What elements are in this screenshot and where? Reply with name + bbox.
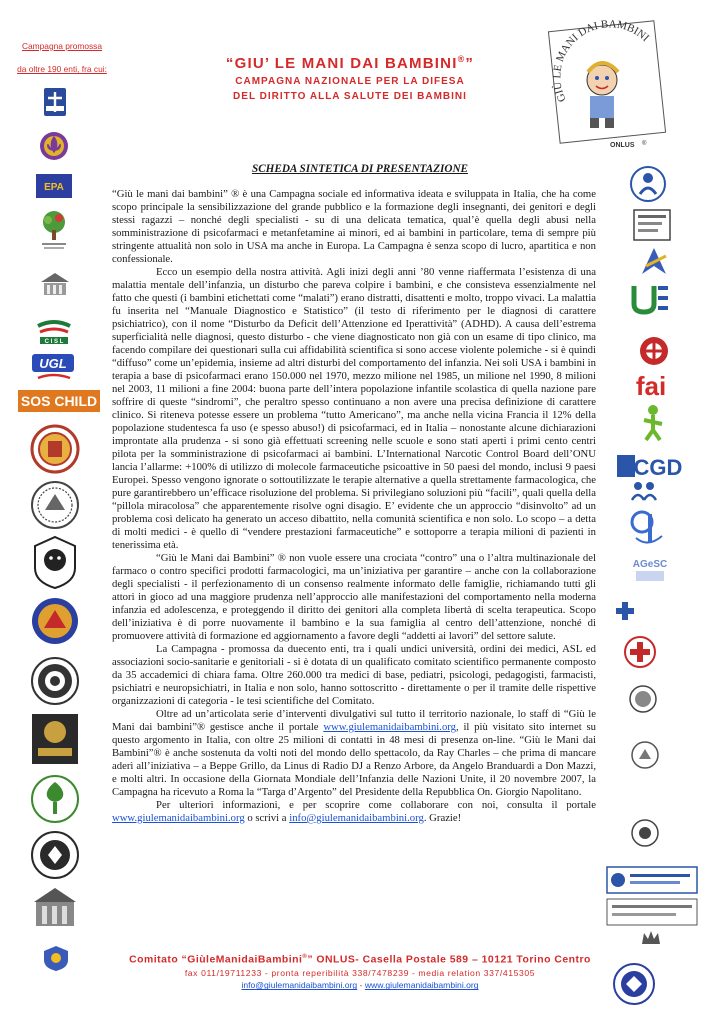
bottom-crest (40, 944, 72, 972)
p6-text-before: Per ulteriori informazioni, e per scoprire come collaborare con noi, consulta il portale (156, 799, 596, 811)
md-logo (628, 508, 668, 552)
taranto-logo (612, 962, 656, 1006)
body-paragraph-2: Ecco un esempio della nostra attività. Agli inizi degli anni ’80 venne riaffermata l’esistenza di una malattia mentale dell’infanzia, un disturbo che pareva colpire i bambini, e che consisteva essenzialmente nel fatto che questi (i bambini etichettati come “malati”) erano distratti, disattenti e molto, troppo vivaci. La malattia fu inserita nel “Manuale Diagnostico e Statistico” (il testo di riferimento per le diagnosi di carattere psichiatrico), con il nome “Disturbo da Deficit dell’Attenzione ed Iperattività” (ADHD). A causa dell’estrema superficialità nelle diagnosi, questo disturbo - che viene diagnosticato non già con un esame di tipo clinico, ma facendo compilare dei questionari sulla cui affidabilità scientifica si sono accese violente polemiche - si è quindi “diffuso” come un’epidemia, insieme ad altri disturbi del comportamento del infanzia. Nei soli USA i bambini in terapia a base di psicofarmaci erano 150.000 nel 1970, mezzo milione nel 1985, un milione nel 1990, 8 milioni nel 2003, 11 milioni a fine 2004: buona parte dell’intera popolazione infantile scolastica di quella nazione pare soffrire di queste “sindromi”, che peraltro spesso continuano a non avere una precisa definizione di carattere clinico. Si riteneva potesse essere un problema “tutto Americano”, ma anche nella vicina Francia il 12% della popolazione studentesca fa uso (e spesso abuso!) di psicofarmaci, ed in Italia – nonostante alcune dichiarazioni improntate alla prudenza - si sono già effettuati screening nelle scuole e sono stati aperti i primi cento centri pilota per la somministrazione di psicofarmaci ai bambini. L’International Narcotic Control Board dell’ONU lancia l’allarme: +100% di utilizzo di molecole farmaceutiche psicoattive in 50 paesi del mondo, inclusi 9 paesi Europei. Spesso vengono ignorate o sottoutilizzate le terapie alternative a quella strettamente farmacologica, che pure garantirebbero un’efficace risoluzione del problema. Si privilegiano soluzioni più “facili”, quali quella della “pillola miracolosa” che apparentemente risolve ogni disagio. E’ evidente che un approccio “disinvolto” ad un problema così delicato ha generato un acceso dibattito, nella comunità scientifica e non solo. Lo scopo – a detta di molti medici - è quello di “vendere prestazioni farmaceutiche” e sottoporre a terapia milioni di pazienti in tenerissima età. (112, 266, 596, 551)
unicam-logo (30, 712, 80, 766)
document-body (112, 188, 596, 825)
p5-text-before: Oltre ad un’articolata serie d’interventi divulgativi sul tutto il territorio nazionale, lo staff di “Giù le Mani dai bambini”® gestisce anche il portale (112, 708, 596, 733)
ue-logo (628, 282, 672, 322)
footer-address (110, 954, 610, 965)
stamp-logo (632, 208, 672, 242)
building-logo (38, 270, 72, 300)
order-box-logo (606, 898, 698, 926)
scout-fleur-logo (38, 128, 70, 164)
arrow-logo (636, 244, 672, 280)
university-seal-1 (30, 424, 80, 474)
red-circle-logo (636, 334, 672, 368)
svg-text:AGeSC: AGeSC (632, 559, 668, 570)
svg-text:fai: fai (635, 371, 667, 400)
cross-logo (614, 600, 636, 622)
cgd-logo (616, 452, 682, 480)
svg-text:EPA: EPA (44, 182, 64, 193)
mascot-registered-mark: ® (642, 141, 647, 147)
document-heading: SCHEDA SINTETICA DI PRESENTAZIONE (251, 163, 469, 175)
body-paragraph-1: “Giù le mani dai bambini” ® è una Campagna sociale ed informativa ideata e sviluppata in Italia, che ha come scopo principale la sensibilizzazione del grande pubblico e la formazione degli insegnanti, dei genitori e degli stessi ragazzi – nonché degli specialisti - su di una delicata tematica, qual’è quella degli abusi nella somministrazione di psicofarmaci e metanfetamine ai minori, ed ai bambini in particolare, tema di sempre più stringente attualità non solo in USA ma anche in Europa. La Campagna è senza scopo di lucro, apartitica e non confessionale. (112, 188, 596, 265)
campaign-note (6, 40, 118, 86)
subtitle-line1: CAMPAGNA NAZIONALE PER LA DIFESA (235, 76, 465, 87)
body-paragraph-6 (112, 799, 596, 825)
footer-links (110, 980, 610, 990)
building-logo-2 (30, 884, 80, 934)
agesc-logo (630, 554, 670, 584)
cisl-logo (34, 318, 74, 346)
campaign-note-line2[interactable]: da oltre 190 enti, fra cui: (17, 64, 107, 74)
round-seal-logo-3 (630, 818, 660, 848)
svg-text:CGD: CGD (633, 455, 682, 480)
p6-text-mid: o scrivi a (244, 812, 290, 824)
sos-child-logo (18, 390, 100, 412)
page-title (160, 54, 540, 72)
p6-text-after: . Grazie! (423, 812, 462, 824)
people-logo (628, 478, 662, 504)
tree-logo (38, 208, 70, 252)
title-close-quote: ” (465, 55, 475, 72)
university-seal-4 (30, 656, 80, 706)
round-seal-logo (628, 684, 658, 714)
footer-contacts: fax 011/19711233 - pronta reperibilità 338/7478239 - media relation 337/415305 (184, 968, 536, 979)
acli-logo (40, 86, 70, 118)
page-footer (110, 954, 610, 990)
ortopedia-logo (628, 164, 668, 204)
university-seal-5 (30, 830, 80, 880)
green-tree-seal (30, 772, 80, 826)
footer-separator: - (357, 980, 365, 991)
page-header (160, 54, 540, 104)
footer-site-link[interactable]: www.giulemanidaibambini.org (364, 980, 479, 991)
body-paragraph-4: La Campagna - promossa da duecento enti, tra i quali undici università, ordini dei medici, ASL ed associazioni socio-sanitarie e genitoriali - si è dotata di un qualificato comitato scientifico permanente composto da 35 accademici di chiara fama. Oltre 260.000 tra medici di base, pediatri, psicologi, pedagogisti, farmacisti, psichiatri e neuropsichiatri, in Italia e non solo, hanno sottoscritto - direttamente o per il tramite delle rispettive organizzazioni di categoria - le tesi scientifiche del Comitato. (112, 643, 596, 707)
body-paragraph-3: “Giù le Mani dai Bambini” ® non vuole essere una crociata “contro” una o l’altra multinazionale del farmaco o contro specifici prodotti farmacologici, ma un’iniziativa per garantire – anche con la collaborazione degli specialisti - il perfezionamento di un consenso realmente informato delle famiglie, richiamando tutti gli attori in gioco ad una maggiore prudenza nell’approccio alle manifestazioni del comportamento nella moderna infanzia ed adolescenza, e proteggendo il diritto dei genitori alla completa libertà di scelta terapeutica. Scopo dell’iniziativa è di porre nuovamente il bambino e la sua famiglia al centro dell’attenzione, nonché di promuovere attività di formazione ed aggiornamento a favore degli “addetti ai lavori” del settore salute. (112, 552, 596, 642)
body-paragraph-5 (112, 708, 596, 799)
subtitle-line2: DEL DIRITTO ALLA SALUTE DEI BAMBINI (233, 91, 467, 102)
registered-mark: ® (457, 54, 466, 64)
campaign-mascot-logo (544, 14, 674, 150)
email-link[interactable]: info@giulemanidaibambini.org (289, 812, 424, 824)
fai-logo (628, 370, 674, 400)
page-subtitle (160, 74, 540, 104)
mascot-arc-text: GIÙ LE MANI DAI BAMBINI (551, 18, 652, 104)
svg-text:C I S L: C I S L (44, 339, 64, 345)
svg-text:SOS CHILD: SOS CHILD (20, 393, 98, 409)
epa-logo (36, 174, 72, 198)
footer-address-b: ” ONLUS- Casella Postale 589 – 10121 Torino Centro (307, 954, 591, 966)
mascot-onlus-tag: ONLUS (610, 142, 635, 149)
footer-email-link[interactable]: info@giulemanidaibambini.org (241, 980, 358, 991)
medical-order-logo (622, 632, 658, 672)
portal-link-2[interactable]: www.giulemanidaibambini.org (112, 812, 245, 824)
title-text: “GIU’ LE MANI DAI BAMBINI (225, 55, 458, 72)
campaign-note-line1[interactable]: Campagna promossa (21, 41, 103, 51)
crown-logo (640, 928, 662, 948)
portal-link[interactable]: www.giulemanidaibambini.org (323, 721, 456, 733)
lion-seal (30, 534, 80, 590)
round-seal-logo-2 (630, 740, 660, 770)
order-banner-logo (606, 866, 698, 894)
footer-registered-mark: ® (302, 954, 308, 960)
svg-text:UGL: UGL (39, 356, 67, 371)
footer-address-a: Comitato “GiùleManidaiBambini (129, 954, 303, 966)
green-figure-logo (636, 402, 670, 448)
ugl-logo (30, 352, 76, 382)
p5-text-after: , il più visitato sito internet su questo argomento in Italia, con oltre 25 milioni di contatti in 48 mesi di presenza on-line. “Giù le Mani dai Bambini”® è anche sostenuta da volti noti del mondo dello spettacolo, da Ray Charles – che prima di mancare aderì all’iniziativa – a Beppe Grillo, da Linus di Radio DJ a Renzo Arbore, da Angelo Branduardi a Don Mazzi, e molti altri. In occasione della Giornata Mondiale dell’Infanzia delle Nazioni Unite, il 20 novembre 2007, la Campagna ha ricevuto a Roma la “Targa d’Argento” del Presidente della Repubblica On. Giorgio Napolitano. (112, 721, 596, 798)
university-seal-3 (30, 596, 80, 646)
university-seal-2 (30, 480, 80, 530)
